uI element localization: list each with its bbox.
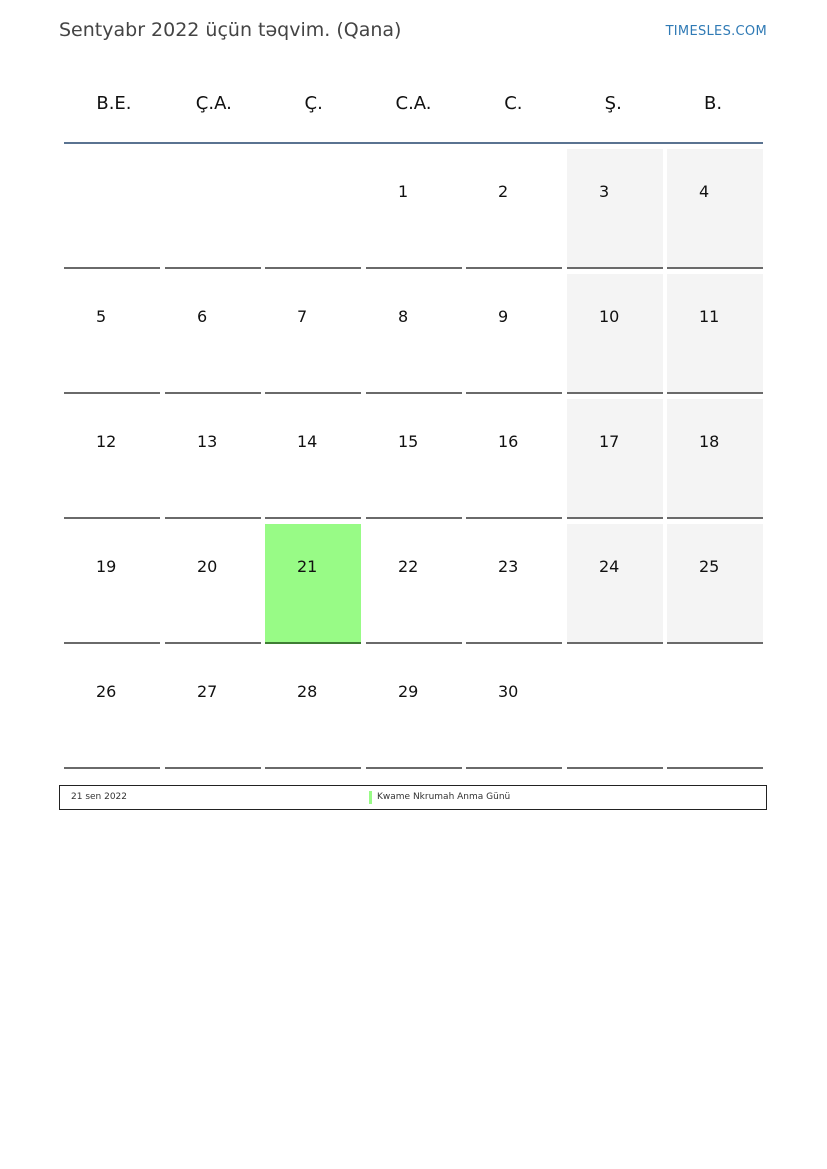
page-title: Sentyabr 2022 üçün təqvim. (Qana)	[59, 19, 402, 41]
day-cell[interactable]	[64, 524, 160, 644]
day-cell[interactable]	[466, 274, 562, 394]
day-number: 22	[398, 557, 419, 576]
day-cell[interactable]	[265, 399, 361, 519]
site-link[interactable]: TIMESLES.COM	[665, 24, 767, 39]
day-number: 25	[699, 557, 720, 576]
day-cell-empty	[667, 649, 763, 769]
header-divider	[64, 142, 763, 144]
day-cell[interactable]	[466, 649, 562, 769]
week-row	[64, 274, 763, 399]
day-number: 21	[297, 557, 318, 576]
day-number: 23	[498, 557, 519, 576]
day-cell[interactable]	[667, 399, 763, 519]
day-cell[interactable]	[64, 274, 160, 394]
weekday-label: B.	[704, 93, 723, 114]
day-number: 17	[599, 432, 620, 451]
day-number: 10	[599, 307, 620, 326]
day-cell[interactable]	[165, 399, 261, 519]
day-number: 3	[599, 182, 610, 201]
day-number: 28	[297, 682, 318, 701]
week-row	[64, 649, 763, 774]
day-number: 5	[96, 307, 107, 326]
day-cell-empty	[165, 149, 261, 269]
holiday-color-marker	[369, 791, 372, 804]
day-number: 12	[96, 432, 117, 451]
day-cell[interactable]	[64, 399, 160, 519]
weekday-label: Ç.	[304, 93, 323, 114]
day-cell[interactable]	[165, 524, 261, 644]
day-number: 20	[197, 557, 218, 576]
day-cell[interactable]	[567, 149, 663, 269]
day-cell[interactable]	[466, 149, 562, 269]
day-number: 4	[699, 182, 710, 201]
legend-holiday-name: Kwame Nkrumah Anma Günü	[377, 792, 511, 802]
day-cell[interactable]	[265, 274, 361, 394]
weekday-label: B.E.	[96, 93, 132, 114]
week-row	[64, 399, 763, 524]
weekday-label: Ç.A.	[195, 93, 232, 114]
day-number: 18	[699, 432, 720, 451]
day-number: 24	[599, 557, 620, 576]
day-cell-empty	[64, 149, 160, 269]
day-number: 14	[297, 432, 318, 451]
day-number: 15	[398, 432, 419, 451]
day-number: 16	[498, 432, 519, 451]
day-number: 1	[398, 182, 409, 201]
day-cell-holiday[interactable]	[265, 524, 361, 644]
day-number: 9	[498, 307, 509, 326]
day-cell[interactable]	[165, 274, 261, 394]
day-cell[interactable]	[667, 274, 763, 394]
calendar-grid	[64, 149, 763, 774]
day-cell[interactable]	[466, 399, 562, 519]
day-number: 8	[398, 307, 409, 326]
weekday-header	[64, 80, 763, 128]
day-number: 2	[498, 182, 509, 201]
day-cell[interactable]	[667, 524, 763, 644]
day-number: 13	[197, 432, 218, 451]
day-cell[interactable]	[366, 524, 462, 644]
day-cell[interactable]	[567, 524, 663, 644]
weekday-label: C.	[504, 93, 523, 114]
day-number: 7	[297, 307, 308, 326]
day-cell[interactable]	[567, 399, 663, 519]
legend-date: 21 sen 2022	[71, 792, 128, 802]
day-number: 26	[96, 682, 117, 701]
day-cell[interactable]	[366, 149, 462, 269]
day-cell[interactable]	[165, 649, 261, 769]
day-cell[interactable]	[366, 399, 462, 519]
day-cell-empty	[265, 149, 361, 269]
day-cell[interactable]	[265, 649, 361, 769]
day-cell[interactable]	[366, 274, 462, 394]
week-row	[64, 524, 763, 649]
day-cell[interactable]	[64, 649, 160, 769]
day-cell[interactable]	[567, 274, 663, 394]
day-number: 27	[197, 682, 218, 701]
day-cell-empty	[567, 649, 663, 769]
day-cell[interactable]	[366, 649, 462, 769]
day-number: 29	[398, 682, 419, 701]
weekday-label: Ş.	[604, 93, 622, 114]
holiday-legend	[59, 785, 767, 810]
day-cell[interactable]	[667, 149, 763, 269]
day-number: 19	[96, 557, 117, 576]
day-number: 6	[197, 307, 208, 326]
week-row	[64, 149, 763, 274]
day-cell[interactable]	[466, 524, 562, 644]
weekday-label: C.A.	[395, 93, 432, 114]
day-number: 30	[498, 682, 519, 701]
day-number: 11	[699, 307, 720, 326]
